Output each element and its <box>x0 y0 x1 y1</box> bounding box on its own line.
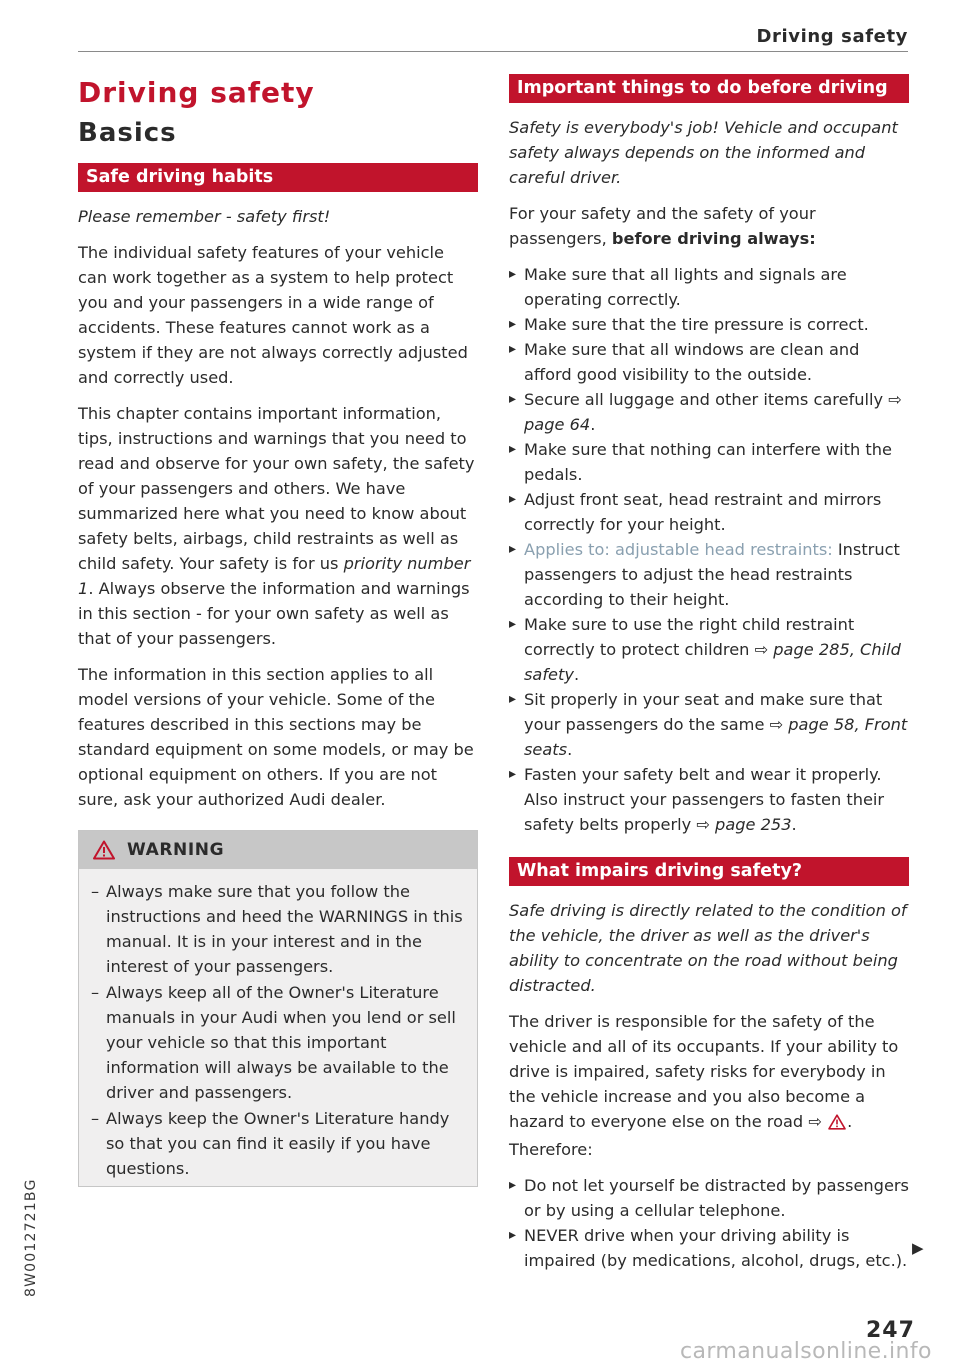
warning-item: – Always keep the Owner's Literature handy so that you can find it easily if you have questions. <box>91 1106 463 1181</box>
list-item: ▸ Make sure that all lights and signals are operating correctly. <box>509 262 909 312</box>
paragraph-text: . Therefore: <box>509 1112 853 1159</box>
intro-text: Safety is everybody's job! Vehicle and occupant safety always depends on the informed and careful driver. <box>509 118 898 187</box>
paragraph-text: . Always observe the information and warnings in this section - for your own safety as well as that of your passengers. <box>78 579 470 648</box>
list-item: ▸ Make sure that the tire pressure is correct. <box>509 312 909 337</box>
list-item: ▸ NEVER drive when your driving ability is impaired (by medications, alcohol, drugs, etc.). <box>509 1223 909 1273</box>
warning-item: – Always make sure that you follow the instructions and heed the WARNINGS in this manual. It is in your interest and in the interest of your passengers. <box>91 879 463 979</box>
paragraph-text: The driver is responsible for the safety of the vehicle and all of its occupants. If your ability to drive is impaired, safety risks for everybody in the vehicle increase and you also become a hazard to everyone else on the road <box>509 1012 899 1131</box>
paragraph <box>78 401 478 651</box>
list-item: ▸ Adjust front seat, head restraint and mirrors correctly for your height. <box>509 487 909 537</box>
checklist <box>509 1173 909 1273</box>
list-item: ▸ Make sure to use the right child restraint correctly to protect children ⇨ page 285, Child safety. <box>509 612 909 687</box>
warning-box <box>78 830 478 1187</box>
chapter-title: Driving safety <box>78 76 315 109</box>
list-item-text: Instruct passengers to adjust the head restraints according to their height. <box>524 540 900 609</box>
section-title: Basics <box>78 118 177 148</box>
list-item-text: Sit properly in your seat and make sure that your passengers do the same <box>524 690 883 734</box>
list-item: ▸ Make sure that nothing can interfere with the pedals. <box>509 437 909 487</box>
document-code: 8W0012721BG <box>23 1178 39 1297</box>
page-reference-link[interactable]: ⇨ page 58, Front seats <box>524 715 908 759</box>
list-item <box>509 537 909 612</box>
warning-triangle-icon <box>93 840 115 860</box>
running-title: Driving safety <box>756 26 908 47</box>
right-column <box>509 74 909 1284</box>
warning-list <box>79 869 477 1186</box>
reference-arrow[interactable]: ⇨ <box>808 1112 822 1131</box>
list-item: ▸ Sit properly in your seat and make sure that your passengers do the same ⇨ page 58, Front seats. <box>509 687 909 762</box>
list-item: ▸ Make sure that all windows are clean and afford good visibility to the outside. <box>509 337 909 387</box>
continue-arrow-icon: ▶ <box>912 1239 924 1257</box>
warning-triangle-icon[interactable] <box>828 1112 846 1137</box>
paragraph-text: This chapter contains important information, tips, instructions and warnings that you need to read and observe for your own safety, the safety of your passengers and others. We have summarized here what you need to know about safety belts, airbags, child restraints as well as child safety. Your safety is for us <box>78 404 475 573</box>
list-item-text: Make sure to use the right child restraint correctly to protect children <box>524 615 855 659</box>
left-column <box>78 74 478 1187</box>
list-item: ▸ Secure all luggage and other items carefully ⇨ page 64. <box>509 387 909 437</box>
emphasis-text: priority number 1 <box>78 554 471 598</box>
applies-to-note: Applies to: adjustable head restraints: <box>524 540 833 559</box>
paragraph-text: For your safety and the safety of your passengers, <box>509 204 816 248</box>
list-item-text: Fasten your safety belt and wear it properly. Also instruct your passengers to fasten their safety belts properly <box>524 765 885 834</box>
paragraph <box>509 1009 909 1162</box>
warning-item: – Always keep all of the Owner's Literature manuals in your Audi when you lend or sell your vehicle so that this important information will always be available to the driver and passengers. <box>91 980 463 1105</box>
list-item-text: Secure all luggage and other items carefully <box>524 390 889 409</box>
page-number: 247 <box>866 1318 915 1343</box>
section-banner-before-driving: Important things to do before driving <box>509 74 909 103</box>
checklist <box>509 262 909 837</box>
paragraph: The individual safety features of your vehicle can work together as a system to help protect you and your passengers in a wide range of accidents. These features cannot work as a system if they are not always correctly adjusted and correctly used. <box>78 243 468 387</box>
header-rule <box>78 51 908 52</box>
section-banner-impairs-safety: What impairs driving safety? <box>509 857 909 886</box>
intro-text: Please remember - safety first! <box>78 207 331 226</box>
paragraph <box>509 201 909 251</box>
page-reference-link[interactable]: ⇨ page 285, Child safety <box>524 640 901 684</box>
bold-text: before driving always: <box>611 229 816 248</box>
paragraph: The information in this section applies to all model versions of your vehicle. Some of the features described in this sections may be standard equipment on some models, or may be optional equipment on others. If you are not sure, ask your authorized Audi dealer. <box>78 665 474 809</box>
watermark: carmanualsonline.info <box>680 1339 932 1364</box>
page-reference-link[interactable]: ⇨ page 64 <box>524 390 902 434</box>
intro-text: Safe driving is directly related to the condition of the vehicle, the driver as well as the driver's ability to concentrate on the road without being distracted. <box>509 901 907 995</box>
page-reference-link[interactable]: ⇨ page 253 <box>696 815 792 834</box>
warning-title: WARNING <box>127 840 225 860</box>
warning-header <box>79 831 477 869</box>
list-item: ▸ Do not let yourself be distracted by passengers or by using a cellular telephone. <box>509 1173 909 1223</box>
list-item: ▸ Fasten your safety belt and wear it properly. Also instruct your passengers to fasten their safety belts properly ⇨ page 253. <box>509 762 909 837</box>
section-banner-safe-driving-habits: Safe driving habits <box>78 163 478 192</box>
